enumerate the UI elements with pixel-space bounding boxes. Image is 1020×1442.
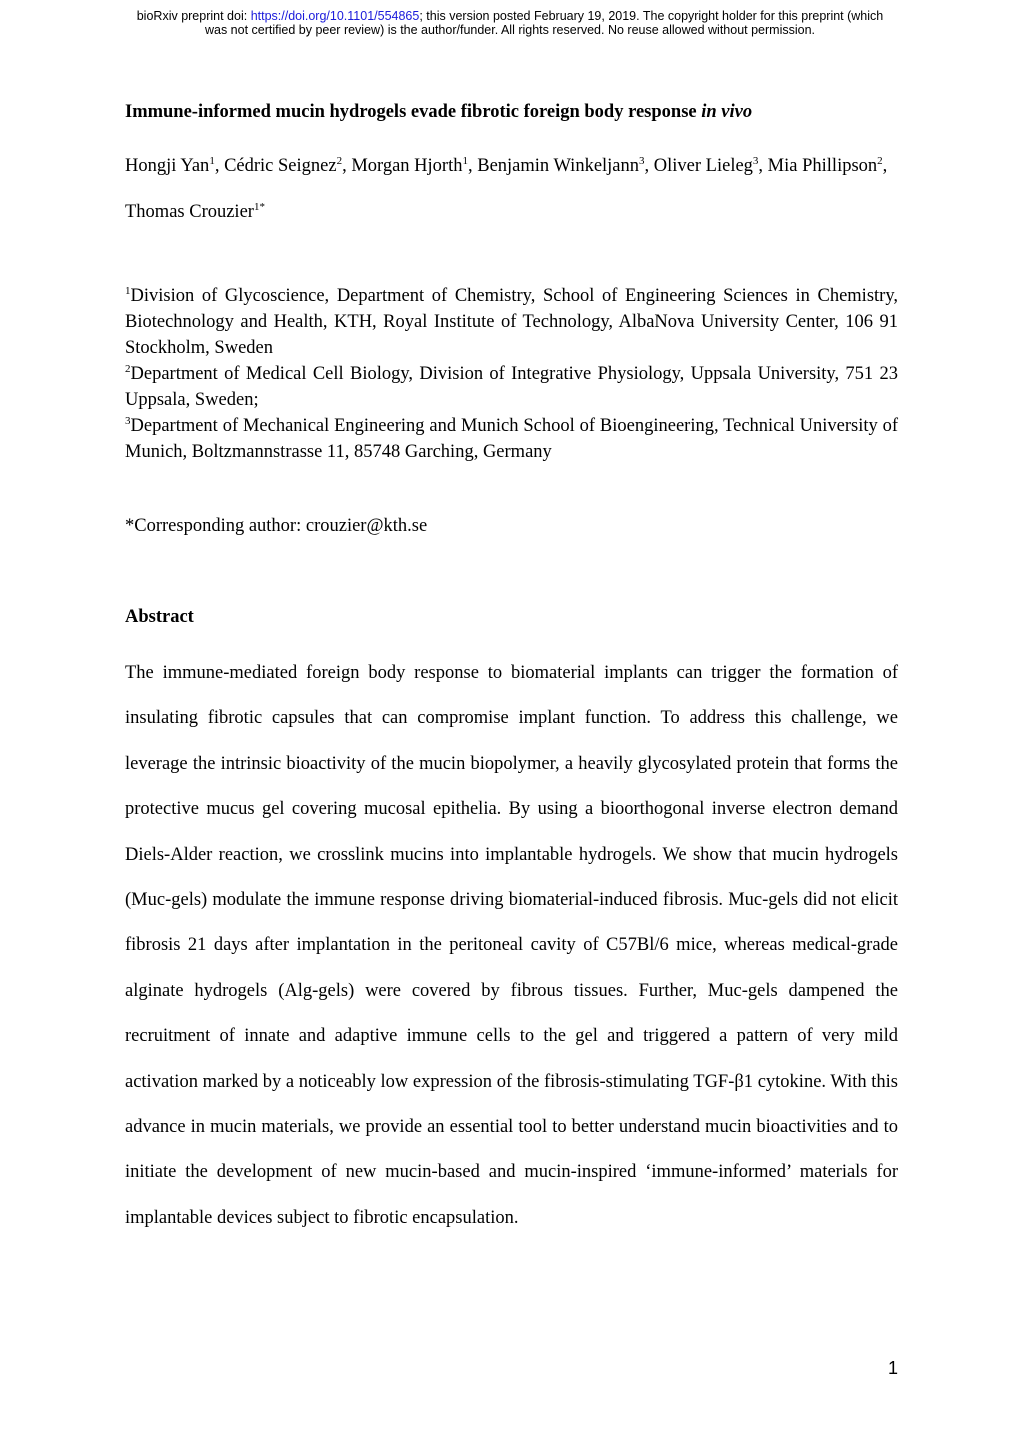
affiliation: [125, 413, 898, 465]
preprint-header-line2: was not certified by peer review) is the author/funder. All rights reserved. No reuse allowed without permission.: [204, 23, 816, 37]
affiliation: [125, 361, 898, 413]
author-affiliation-marker: 3: [639, 154, 645, 167]
author: [125, 202, 265, 222]
author-name: Thomas Crouzier: [125, 202, 254, 222]
author-separator: ,: [467, 156, 478, 176]
author: [351, 156, 477, 176]
affiliation-number: 2: [125, 362, 131, 375]
affiliations: [125, 283, 898, 465]
header-line1-rest: ; this version posted February 19, 2019. The copyright holder for this preprint (which: [419, 9, 884, 23]
abstract-body: The immune-mediated foreign body response to biomaterial implants can trigger the formation of insulating fibrotic capsules that can compromise implant function. To address this challenge, we leverage the intrinsic bioactivity of the mucin biopolymer, a heavily glycosylated protein that forms the protective mucus gel covering mucosal epithelia. By using a bioorthogonal inverse electron demand Diels-Alder reaction, we crosslink mucins into implantable hydrogels. We show that mucin hydrogels (Muc-gels) modulate the immune response driving biomaterial-induced fibrosis. Muc-gels did not elicit fibrosis 21 days after implantation in the peritoneal cavity of C57Bl/6 mice, whereas medical-grade alginate hydrogels (Alg-gels) were covered by fibrous tissues. Further, Muc-gels dampened the recruitment of innate and adaptive immune cells to the gel and triggered a pattern of very mild activation marked by a noticeably low expression of the fibrosis-stimulating TGF-β1 cytokine. With this advance in mucin materials, we provide an essential tool to better understand mucin bioactivities and to initiate the development of new mucin-based and mucin-inspired ‘immune-informed’ materials for implantable devices subject to fibrotic encapsulation.: [125, 663, 898, 1228]
author-affiliation-marker: 2: [336, 154, 343, 167]
paper-title: [125, 100, 925, 124]
author-name: Benjamin Winkeljann: [477, 156, 640, 176]
author-affiliation-marker: 2: [877, 154, 883, 167]
title-main: Immune-informed mucin hydrogels evade fibrotic foreign body response: [125, 102, 702, 122]
author-affiliation-marker: 1: [462, 154, 468, 167]
title-italic: in vivo: [701, 102, 753, 122]
affiliation-text: Department of Medical Cell Biology, Division of Integrative Physiology, Uppsala University, 751 23 Uppsala, Sweden;: [125, 364, 898, 410]
author: [654, 156, 802, 176]
author: [125, 156, 224, 176]
author-affiliation-marker: 1*: [253, 200, 265, 213]
author-separator: ,: [644, 156, 654, 176]
author-list: [125, 143, 905, 235]
author-name: Phillipson: [802, 156, 878, 176]
author-name: Oliver Lieleg: [653, 156, 753, 176]
header-prefix: bioRxiv preprint doi:: [136, 9, 251, 23]
author-separator: ,: [882, 156, 888, 176]
corresponding-author: *Corresponding author: crouzier@kth.se: [125, 516, 428, 536]
affiliation: [125, 283, 898, 361]
affiliation-number: 1: [125, 284, 131, 297]
preprint-header-line1: [80, 9, 940, 23]
affiliation-text: Department of Mechanical Engineering and Munich School of Bioengineering, Technical University of Munich, Boltzmannstrasse 11, 85748 Garching, Germany: [125, 416, 898, 462]
preprint-header: [80, 9, 940, 37]
affiliation-text: Division of Glycoscience, Department of Chemistry, School of Engineering Sciences in Chemistry, Biotechnology and Health, KTH, Royal Institute of Technology, AlbaNova University Center, 106 91 Stockholm, Sweden: [125, 286, 898, 358]
author: [802, 156, 887, 176]
author: [224, 156, 351, 176]
author-name: Hongji Yan: [125, 156, 210, 176]
affiliation-number: 3: [125, 414, 131, 427]
author-affiliation-marker: 3: [752, 154, 759, 167]
author-separator: , Mia: [758, 156, 803, 176]
author: [477, 156, 654, 176]
page-number: 1: [887, 1358, 898, 1378]
author-affiliation-marker: 1: [209, 154, 215, 167]
author-separator: ,: [342, 156, 352, 176]
abstract-heading: Abstract: [125, 607, 194, 627]
author-name: Cédric Seignez: [224, 156, 337, 176]
author-separator: ,: [214, 156, 225, 176]
doi-link[interactable]: https://doi.org/10.1101/554865: [250, 9, 420, 23]
author-name: Morgan Hjorth: [351, 156, 463, 176]
